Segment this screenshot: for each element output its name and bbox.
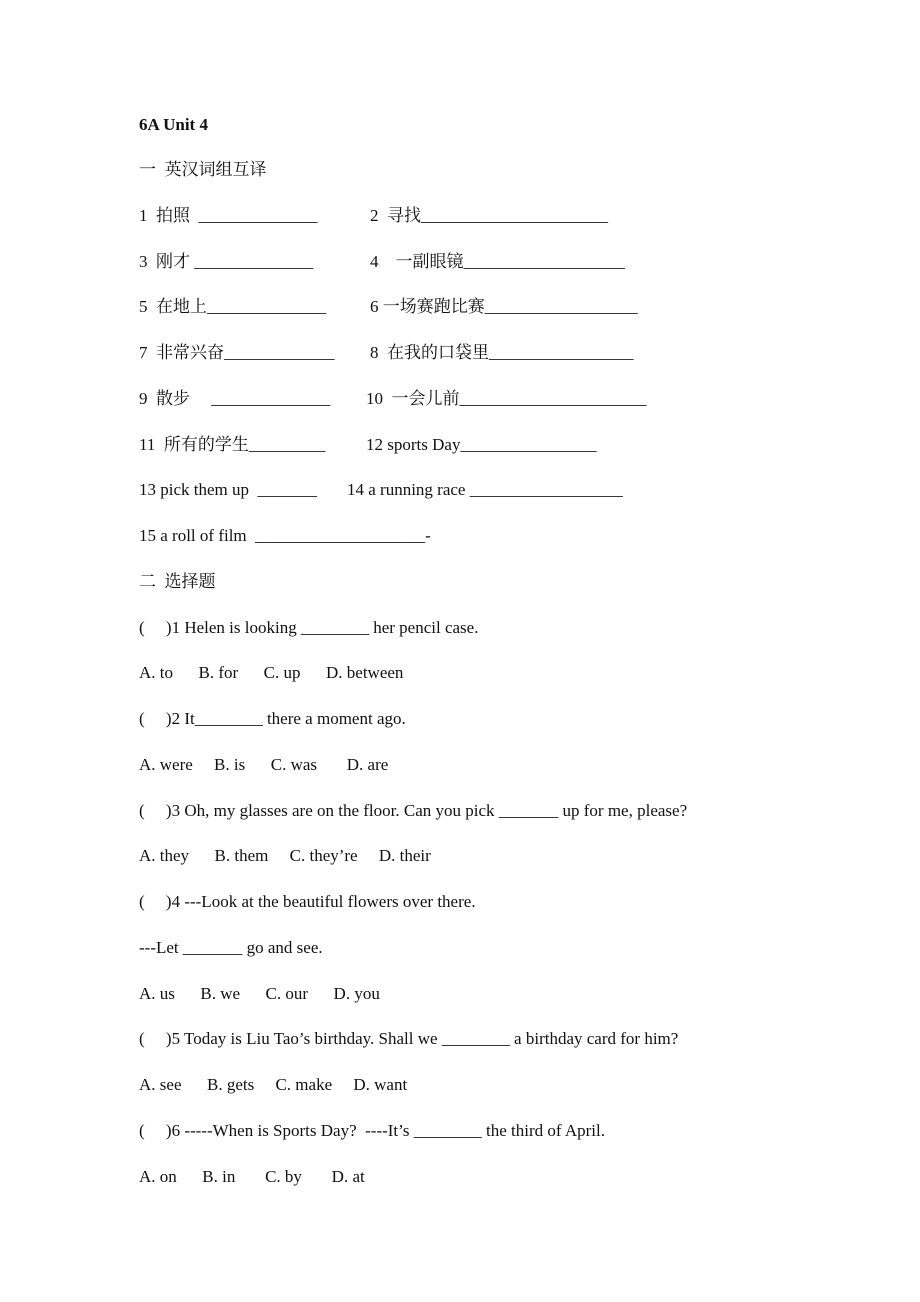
question-5: ( )5 Today is Liu Tao’s birthday. Shall we ________ a birthday card for him? xyxy=(139,1029,679,1048)
question-4: ( )4 ---Look at the beautiful flowers over there. xyxy=(139,892,476,911)
vocab-item-8: 8 在我的口袋里_________________ xyxy=(370,343,634,362)
section1-heading: 一 英汉词组互译 xyxy=(139,160,267,179)
question-4-sub: ---Let _______ go and see. xyxy=(139,938,323,957)
vocab-item-2: 2 寻找______________________ xyxy=(370,206,608,225)
question-2: ( )2 It________ there a moment ago. xyxy=(139,709,406,728)
question-3-options: A. they B. them C. they’re D. their xyxy=(139,846,431,865)
document-title: 6A Unit 4 xyxy=(139,115,208,134)
vocab-item-14: 14 a running race __________________ xyxy=(347,480,623,499)
section2-heading: 二 选择题 xyxy=(139,572,216,591)
vocab-item-3: 3 刚才 ______________ xyxy=(139,252,314,271)
vocab-item-15: 15 a roll of film ____________________- xyxy=(139,526,431,545)
question-5-options: A. see B. gets C. make D. want xyxy=(139,1075,408,1094)
vocab-item-10: 10 一会儿前______________________ xyxy=(366,389,647,408)
vocab-item-12: 12 sports Day________________ xyxy=(366,435,597,454)
question-1-options: A. to B. for C. up D. between xyxy=(139,663,404,682)
question-6-options: A. on B. in C. by D. at xyxy=(139,1167,365,1186)
vocab-item-9: 9 散步 ______________ xyxy=(139,389,331,408)
vocab-item-7: 7 非常兴奋_____________ xyxy=(139,343,335,362)
vocab-item-11: 11 所有的学生_________ xyxy=(139,435,326,454)
vocab-item-6: 6 一场赛跑比赛__________________ xyxy=(370,297,638,316)
question-6: ( )6 -----When is Sports Day? ----It’s ________ the third of April. xyxy=(139,1121,605,1140)
vocab-item-1: 1 拍照 ______________ xyxy=(139,206,318,225)
vocab-item-13: 13 pick them up _______ xyxy=(139,480,318,499)
vocab-item-5: 5 在地上______________ xyxy=(139,297,326,316)
question-4-options: A. us B. we C. our D. you xyxy=(139,984,380,1003)
vocab-item-4: 4 一副眼镜___________________ xyxy=(370,252,625,271)
question-1: ( )1 Helen is looking ________ her pencil case. xyxy=(139,618,479,637)
question-3: ( )3 Oh, my glasses are on the floor. Can you pick _______ up for me, please? xyxy=(139,801,688,820)
question-2-options: A. were B. is C. was D. are xyxy=(139,755,389,774)
